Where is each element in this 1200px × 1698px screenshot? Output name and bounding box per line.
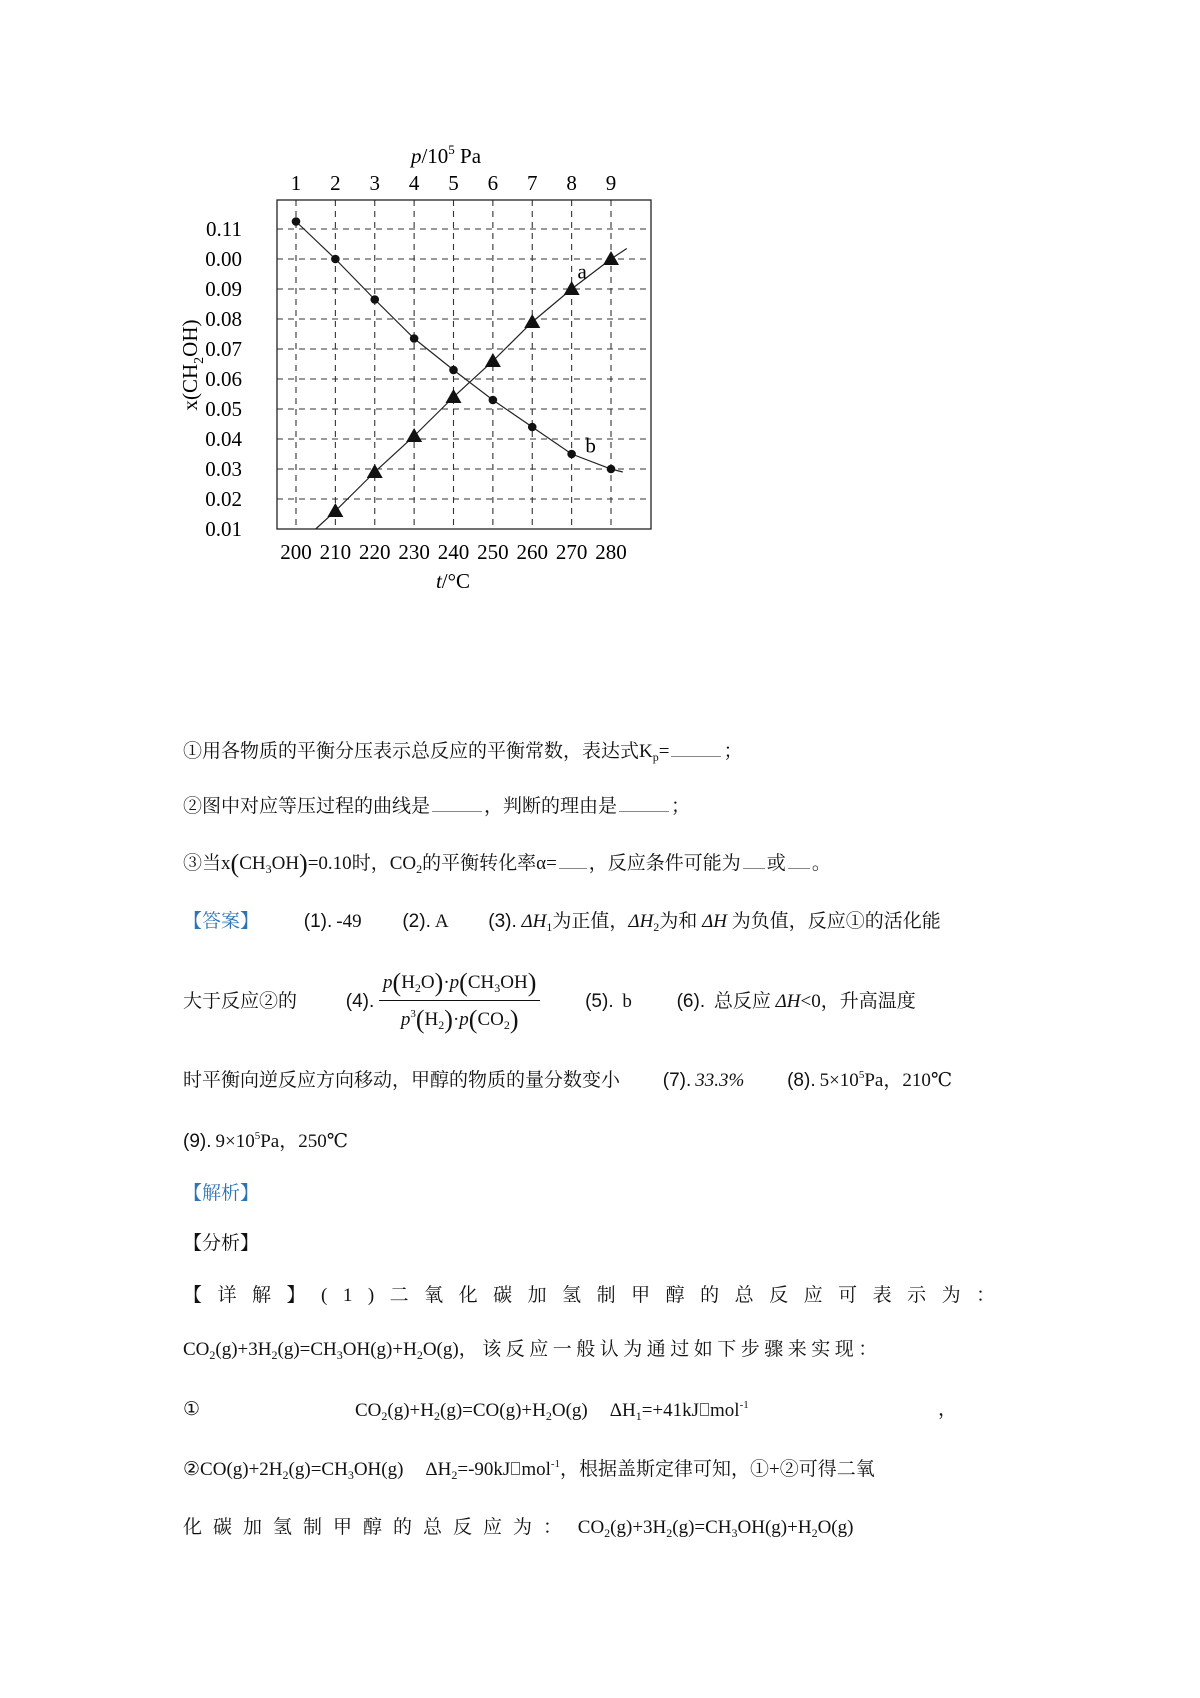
answer-line-3: 时平衡向逆反应方向移动，甲醇的物质的量分数变小 (7). 33.3% (8). $5\times 10^5Pa$，210℃ [183, 1069, 953, 1091]
x-tick-label: 200 [280, 540, 312, 564]
data-point-b [567, 450, 576, 459]
x-tick-label: 230 [398, 540, 430, 564]
answer-1: -49 [336, 911, 362, 932]
analysis-tag: 【解析】 [183, 1183, 260, 1204]
answer-blank [619, 810, 669, 812]
y-tick-label: 0.05 [205, 397, 242, 421]
top-tick-label: 2 [330, 171, 341, 195]
y-tick-label: 0.04 [205, 427, 242, 451]
x-tick-label: 270 [555, 540, 588, 564]
y-tick-label: 0.09 [205, 277, 242, 301]
y-tick-label: 0.03 [205, 457, 242, 481]
top-tick-label: 4 [408, 171, 420, 195]
top-tick-label: 5 [448, 171, 459, 195]
top-tick-label: 3 [369, 171, 380, 195]
top-tick-label: 7 [527, 171, 538, 195]
y-axis-label: $x(CH_2OH)$ [178, 319, 207, 411]
top-tick-label: 1 [290, 171, 302, 195]
data-point-b [528, 423, 537, 432]
answer-line-1: 【答案】 (1). -49 (2). A (3). $\Delta H_1$为正值，$\Delta H_2$为和 ΔH 为负值，反应①的活化能 [183, 911, 941, 934]
answer-blank [432, 810, 482, 812]
answer-5: b [622, 991, 632, 1012]
answer-6: 总反应 ΔH<0，升高温度 [713, 991, 916, 1012]
y-tick-label: 0.11 [206, 217, 242, 241]
question-2: ②图中对应等压过程的曲线是 ，判断的理由是 ； [183, 796, 691, 817]
data-point-a [524, 314, 540, 328]
answer-7: 33.3% [695, 1070, 745, 1091]
y-tick-label: 0.02 [205, 487, 242, 511]
fenxi-tag: 【分析】 [183, 1233, 260, 1254]
data-point-b [449, 366, 458, 375]
overall-equation-2: $CO_2(g)+3H_2(g)=CH_3OH(g)+H_2O(g)$ [577, 1517, 854, 1540]
x-tick-label: 240 [437, 540, 470, 564]
answer-9: $9\times 10^5Pa$，250℃ [215, 1130, 348, 1152]
answer-blank [743, 867, 765, 869]
x-tick-label: 210 [319, 540, 352, 564]
step-2: $②CO(g)+2H_2(g)=CH_3OH(g)$ $\Delta H_2=-90kJ$ mol$^{-1}$，根据盖斯定律可知，①+②可得二氧 [183, 1458, 875, 1482]
answer-blank [671, 755, 721, 757]
y-tick-label: 0.07 [205, 337, 242, 361]
data-point-b [370, 295, 379, 304]
y-tick-label: 0.01 [205, 517, 242, 541]
x-tick-label: 260 [516, 540, 548, 564]
top-tick-label: 9 [605, 171, 617, 195]
chart-grid [277, 200, 651, 529]
answer-line-2: 大于反应②的 (4). $\frac{p(H_2O)\cdot p(CH_3OH)}{p^3(H_2)\cdot p(CO_2)}$ (5). b (6). 总反应 ΔH<0，升高温度 [183, 968, 916, 1034]
answer-blank [559, 867, 587, 869]
series-label-a: a [577, 259, 587, 284]
step-1: ① $CO_2(g)+H_2(g)=CO(g)+H_2O(g)$ $\Delta H_1=+41kJ$ mol$^{-1}$ ， [183, 1399, 958, 1423]
answer-2: A [434, 911, 448, 932]
question-1: ①用各物质的平衡分压表示总反应的平衡常数，表达式$K_p=$ ； [183, 741, 743, 764]
data-point-b [607, 465, 616, 474]
step-1-equation: $CO_2(g)+H_2(g)=CO(g)+H_2O(g)$ $\Delta H_1=+41kJ$ mol$^{-1}$ [355, 1399, 749, 1423]
answer-8: $5\times 10^5Pa$，210℃ [819, 1069, 953, 1091]
y-tick-label: 0.00 [205, 247, 242, 271]
detail-line-2: $CO_2(g)+3H_2(g)=CH_3OH(g)+H_2O(g)$，该反应一般认为通过如下步骤来实现： [183, 1339, 882, 1362]
x-tick-label: 220 [359, 540, 391, 564]
data-point-b [489, 396, 498, 405]
data-point-b [410, 334, 419, 343]
top-tick-label: 6 [487, 171, 499, 195]
answer-tag: 【答案】 [183, 911, 260, 932]
data-point-a [603, 251, 619, 265]
detail-line-last: 化碳加氢制甲醇的总反应为： $CO_2(g)+3H_2(g)=CH_3OH(g)+H_2O(g)$ [183, 1517, 854, 1540]
data-point-b [331, 255, 340, 264]
top-axis-label: $p/10^5$ Pa [410, 142, 482, 168]
x-axis-label: t/°C [435, 569, 471, 593]
series-line-a [316, 249, 627, 530]
data-point-b [292, 217, 301, 226]
series-label-b: b [585, 433, 596, 458]
answer-blank [788, 867, 810, 869]
y-tick-label: 0.06 [205, 367, 242, 391]
kp-symbol: $K_p$ [639, 741, 659, 764]
question-3: ③当$x(CH_3OH)=0.10$时，$CO_2$的平衡转化率α= ，反应条件可能为 或 。 [183, 849, 831, 878]
kp-expression: $\frac{p(H_2O)\cdot p(CH_3OH)}{p^3(H_2)\cdot p(CO_2)}$ [379, 970, 540, 1033]
x-tick-label: 280 [595, 540, 627, 564]
x-tick-label: 250 [477, 540, 509, 564]
plot-frame [277, 200, 651, 529]
y-tick-label: 0.08 [205, 307, 242, 331]
methanol-fraction-chart [0, 0, 700, 620]
top-tick-label: 8 [566, 171, 577, 195]
overall-equation: $CO_2(g)+3H_2(g)=CH_3OH(g)+H_2O(g)$ [183, 1339, 459, 1362]
answer-line-4: (9). $9\times 10^5Pa$，250℃ [183, 1130, 348, 1152]
detail-line-1: 【详解】(1)二氧化碳加氢制甲醇的总反应可表示为： [183, 1285, 1011, 1306]
answer-3: $\Delta H_1$为正值，$\Delta H_2$为和 ΔH 为负值，反应①的活化能 [521, 911, 941, 934]
